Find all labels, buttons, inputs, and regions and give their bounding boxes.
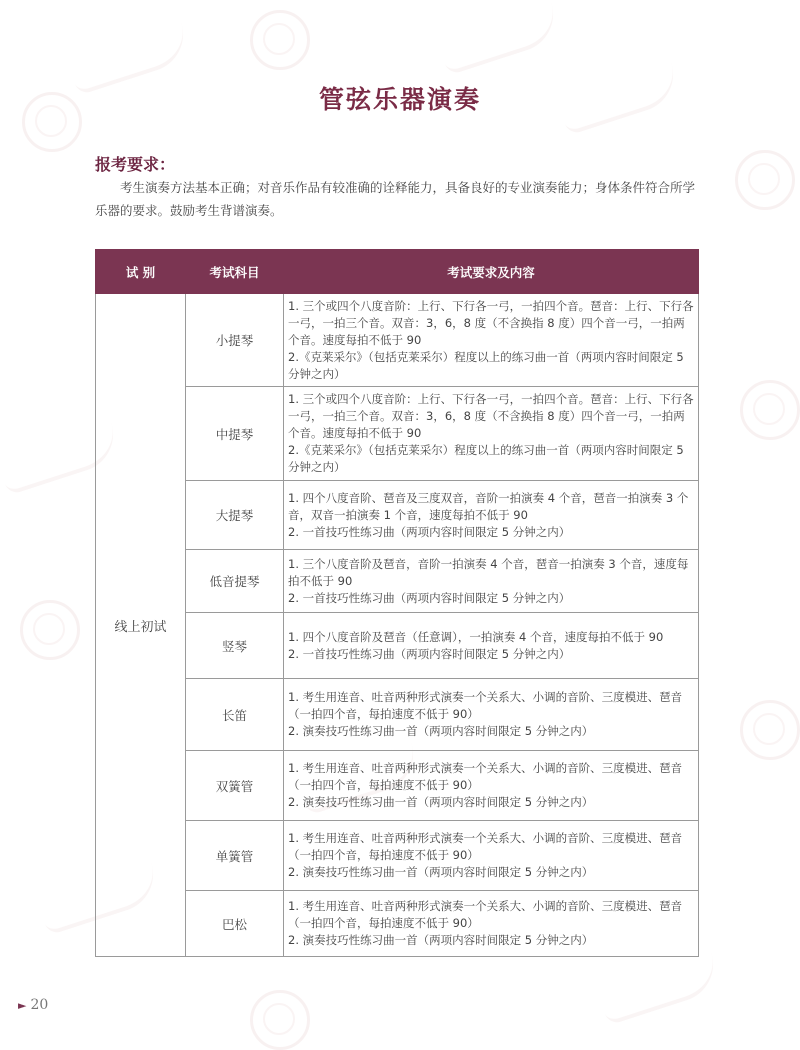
- requirement-line: 1. 三个或四个八度音阶：上行、下行各一弓，一拍四个音。琶音：上行、下行各一弓，一拍三个音。双音：3，6，8 度（不含换指 8 度）四个音一弓，一拍两个音。速度每拍不低于 90: [288, 392, 694, 440]
- requirement-line: 2. 演奏技巧性练习曲一首（两项内容时间限定 5 分钟之内）: [288, 724, 594, 738]
- table-header: [96, 250, 699, 294]
- watermark-seal-icon: [250, 10, 310, 70]
- page-number: 20: [30, 997, 49, 1013]
- subject-cell: 巴松: [186, 891, 284, 957]
- header-requirements: 考试要求及内容: [284, 250, 699, 294]
- subject-cell: 长笛: [186, 679, 284, 751]
- requirement-line: 1. 三个或四个八度音阶：上行、下行各一弓，一拍四个音。琶音：上行、下行各一弓，一拍三个音。双音：3，6，8 度（不含换指 8 度）四个音一弓，一拍两个音。速度每拍不低于 90: [288, 298, 694, 347]
- watermark-script: [597, 952, 723, 1025]
- requirement-line: 2. 演奏技巧性练习曲一首（两项内容时间限定 5 分钟之内）: [288, 865, 594, 879]
- requirement-line: 1. 考生用连音、吐音两种形式演奏一个关系大、小调的音阶、三度模进、琶音（一拍四个音，每拍速度不低于 90）: [288, 761, 683, 792]
- requirement-line: 1. 四个八度音阶及琶音（任意调），一拍演奏 4 个音，速度每拍不低于 90: [288, 629, 664, 644]
- requirement-cell: [284, 751, 699, 821]
- requirement-line: 1. 考生用连音、吐音两种形式演奏一个关系大、小调的音阶、三度模进、琶音（一拍四个音，每拍速度不低于 90）: [288, 899, 683, 930]
- requirement-line: 2. 一首技巧性练习曲（两项内容时间限定 5 分钟之内）: [288, 590, 571, 605]
- requirement-cell: [284, 679, 699, 751]
- subject-cell: 中提琴: [186, 387, 284, 481]
- requirement-line: 2.《克莱采尔》（包括克莱采尔）程度以上的练习曲一首（两项内容时间限定 5 分钟之内）: [288, 349, 684, 381]
- table-body: [96, 294, 699, 957]
- page-title: 管弦乐器演奏: [318, 85, 481, 114]
- subject-cell: 竖琴: [186, 613, 284, 679]
- header-row: [96, 250, 699, 294]
- requirement-line: 2. 演奏技巧性练习曲一首（两项内容时间限定 5 分钟之内）: [288, 933, 594, 947]
- table-row: [96, 751, 699, 821]
- header-subject: 考试科目: [186, 250, 284, 294]
- table-row: [96, 891, 699, 957]
- table-row: [96, 613, 699, 679]
- header-category: 试 别: [96, 250, 186, 294]
- subject-cell: 双簧管: [186, 751, 284, 821]
- requirement-line: 2. 演奏技巧性练习曲一首（两项内容时间限定 5 分钟之内）: [288, 795, 594, 809]
- subject-cell: 小提琴: [186, 294, 284, 387]
- watermark-seal-icon: [250, 990, 310, 1050]
- watermark-seal-icon: [20, 600, 80, 660]
- table-row: [96, 550, 699, 613]
- table-row: [96, 821, 699, 891]
- requirement-line: 2.《克莱采尔》（包括克莱采尔）程度以上的练习曲一首（两项内容时间限定 5 分钟之内）: [288, 443, 684, 474]
- requirement-line: 1. 三个八度音阶及琶音，音阶一拍演奏 4 个音，琶音一拍演奏 3 个音，速度每拍不低于 90: [288, 556, 689, 588]
- table-row: [96, 387, 699, 481]
- subject-cell: 大提琴: [186, 481, 284, 550]
- subject-cell: 单簧管: [186, 821, 284, 891]
- table-row: [96, 481, 699, 550]
- page-footer: [18, 997, 48, 1013]
- requirement-line: 1. 考生用连音、吐音两种形式演奏一个关系大、小调的音阶、三度模进、琶音（一拍四个音，每拍速度不低于 90）: [288, 690, 683, 721]
- table-row: [96, 679, 699, 751]
- subject-cell: 低音提琴: [186, 550, 284, 613]
- requirement-line: 2. 一首技巧性练习曲（两项内容时间限定 5 分钟之内）: [288, 646, 571, 661]
- requirement-line: 2. 一首技巧性练习曲（两项内容时间限定 5 分钟之内）: [288, 524, 571, 539]
- requirement-cell: [284, 294, 699, 387]
- requirement-line: 1. 四个八度音阶、琶音及三度双音，音阶一拍演奏 4 个音，琶音一拍演奏 3 个音，双音一拍演奏 1 个音，速度每拍不低于 90: [288, 490, 689, 522]
- watermark-script: [437, 2, 563, 75]
- requirement-cell: [284, 891, 699, 957]
- requirement-cell: [284, 550, 699, 613]
- table-row: [96, 294, 699, 387]
- requirement-cell: [284, 387, 699, 481]
- requirements-heading: 报考要求：: [95, 155, 176, 174]
- watermark-seal-icon: [740, 700, 800, 760]
- exam-table: [95, 249, 699, 957]
- category-cell: 线上初试: [96, 294, 186, 957]
- requirements-text: 考生演奏方法基本正确；对音乐作品有较准确的诠释能力，具备良好的专业演奏能力；身体条件符合所学乐器的要求。鼓励考生背谱演奏。: [95, 180, 696, 218]
- requirement-cell: [284, 481, 699, 550]
- requirement-line: 1. 考生用连音、吐音两种形式演奏一个关系大、小调的音阶、三度模进、琶音（一拍四个音，每拍速度不低于 90）: [288, 831, 683, 862]
- requirement-cell: [284, 613, 699, 679]
- watermark-seal-icon: [740, 380, 800, 440]
- requirement-cell: [284, 821, 699, 891]
- play-arrow-icon: ►: [18, 999, 27, 1012]
- watermark-seal-icon: [735, 150, 795, 210]
